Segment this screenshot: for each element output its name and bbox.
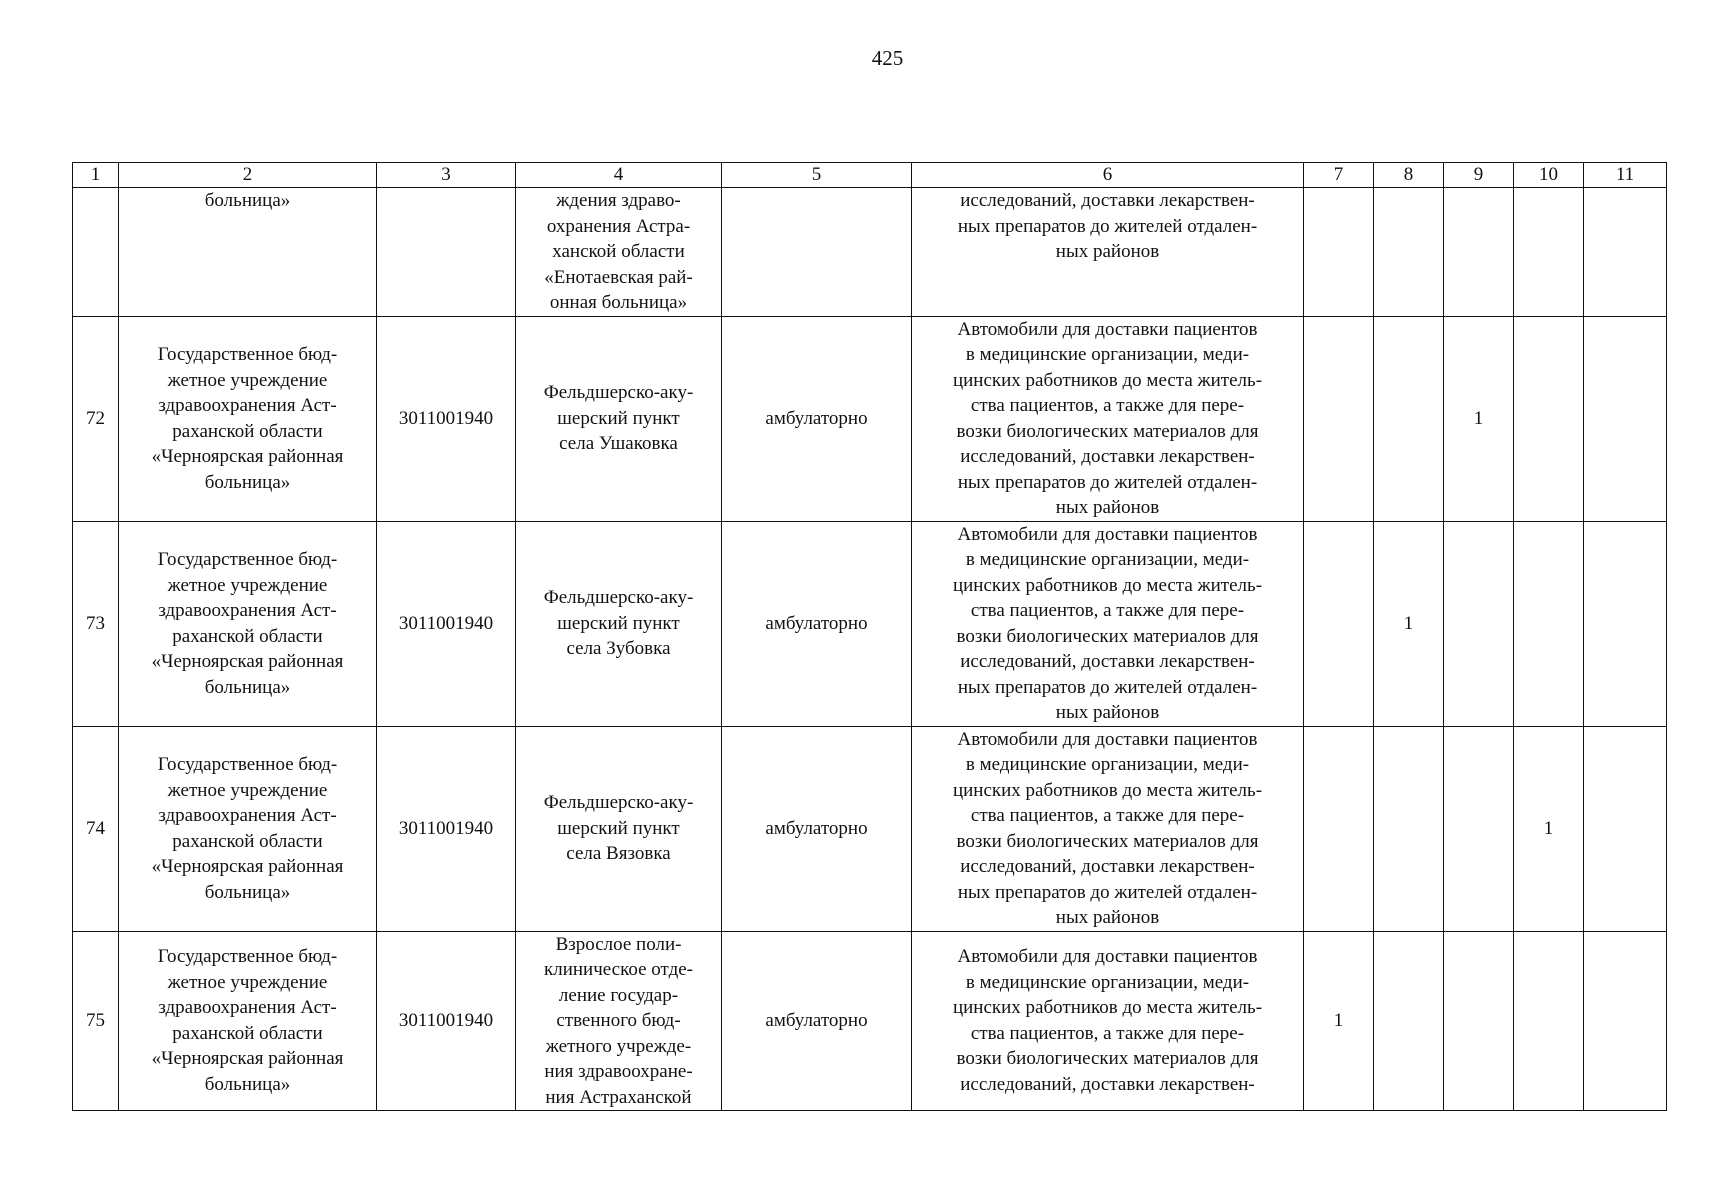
cell-col8 — [1374, 188, 1444, 317]
cell-c9 — [1444, 521, 1514, 726]
cell-c8 — [1374, 316, 1444, 521]
cell-c11 — [1584, 521, 1667, 726]
cell-inn: 3011001940 — [377, 726, 516, 931]
cell-c11 — [1584, 931, 1667, 1111]
cell-c8 — [1374, 726, 1444, 931]
cell-c8: 1 — [1374, 521, 1444, 726]
cell-mode: амбулаторно — [722, 316, 912, 521]
header-col-5: 5 — [722, 163, 912, 188]
cell-num: 74 — [73, 726, 119, 931]
header-col-3: 3 — [377, 163, 516, 188]
cell-purpose: исследований, доставки лекарствен- ных препаратов до жителей отдален- ных районов — [912, 188, 1304, 317]
cell-inn: 3011001940 — [377, 316, 516, 521]
cell-c8 — [1374, 931, 1444, 1111]
cell-num: 72 — [73, 316, 119, 521]
header-col-8: 8 — [1374, 163, 1444, 188]
header-row — [73, 163, 1667, 188]
header-col-9: 9 — [1444, 163, 1514, 188]
header-col-2: 2 — [119, 163, 377, 188]
cell-col11 — [1584, 188, 1667, 317]
cell-subdivision: Фельдшерско-аку- шерский пункт села Ушаковка — [516, 316, 722, 521]
cell-subdivision: ждения здраво- охранения Астра- ханской области «Енотаевская рай- онная больница» — [516, 188, 722, 317]
cell-c11 — [1584, 316, 1667, 521]
cell-inn — [377, 188, 516, 317]
cell-subdivision: Фельдшерско-аку- шерский пункт села Вязовка — [516, 726, 722, 931]
page-number: 425 — [871, 46, 904, 70]
cell-inn: 3011001940 — [377, 521, 516, 726]
header-col-11: 11 — [1584, 163, 1667, 188]
table-row — [73, 316, 1667, 521]
table-body — [73, 163, 1667, 1111]
table-row — [73, 726, 1667, 931]
cell-num — [73, 188, 119, 317]
cell-mode: амбулаторно — [722, 521, 912, 726]
cell-c7 — [1304, 726, 1374, 931]
vehicles-table — [72, 162, 1667, 1111]
cell-c10: 1 — [1514, 726, 1584, 931]
cell-num: 73 — [73, 521, 119, 726]
cell-c10 — [1514, 521, 1584, 726]
header-col-7: 7 — [1304, 163, 1374, 188]
cell-c9 — [1444, 726, 1514, 931]
cell-purpose: Автомобили для доставки пациентов в медицинские организации, меди- цинских работников до места житель- ства пациентов, а также для пере- возки биологических материалов для исследований, доставки лекарствен- ных препаратов до жителей отдален- ных районов — [912, 726, 1304, 931]
cell-num: 75 — [73, 931, 119, 1111]
cell-org: Государственное бюд- жетное учреждение здравоохранения Аст- раханской области «Черноярская районная больница» — [119, 316, 377, 521]
cell-subdivision: Взрослое поли- клиническое отде- ление государ- ственного бюд- жетного учрежде- ния здравоохране- ния Астраханской — [516, 931, 722, 1111]
cell-c10 — [1514, 931, 1584, 1111]
cell-org: больница» — [119, 188, 377, 317]
cell-col10 — [1514, 188, 1584, 317]
cell-c10 — [1514, 316, 1584, 521]
header-col-1: 1 — [73, 163, 119, 188]
cell-c7 — [1304, 316, 1374, 521]
header-col-10: 10 — [1514, 163, 1584, 188]
cell-col9 — [1444, 188, 1514, 317]
cell-col7 — [1304, 188, 1374, 317]
cell-mode: амбулаторно — [722, 726, 912, 931]
cell-c9: 1 — [1444, 316, 1514, 521]
header-col-4: 4 — [516, 163, 722, 188]
cell-purpose: Автомобили для доставки пациентов в медицинские организации, меди- цинских работников до места житель- ства пациентов, а также для пере- возки биологических материалов для исследований, доставки лекарствен- — [912, 931, 1304, 1111]
cell-purpose: Автомобили для доставки пациентов в медицинские организации, меди- цинских работников до места житель- ства пациентов, а также для пере- возки биологических материалов для исследований, доставки лекарствен- ных препаратов до жителей отдален- ных районов — [912, 316, 1304, 521]
cell-c9 — [1444, 931, 1514, 1111]
cell-org: Государственное бюд- жетное учреждение здравоохранения Аст- раханской области «Черноярская районная больница» — [119, 521, 377, 726]
cell-org: Государственное бюд- жетное учреждение здравоохранения Аст- раханской области «Черноярская районная больница» — [119, 726, 377, 931]
cell-purpose: Автомобили для доставки пациентов в медицинские организации, меди- цинских работников до места житель- ства пациентов, а также для пере- возки биологических материалов для исследований, доставки лекарствен- ных препаратов до жителей отдален- ных районов — [912, 521, 1304, 726]
cell-org: Государственное бюд- жетное учреждение здравоохранения Аст- раханской области «Черноярская районная больница» — [119, 931, 377, 1111]
cell-subdivision: Фельдшерско-аку- шерский пункт села Зубовка — [516, 521, 722, 726]
cell-c7: 1 — [1304, 931, 1374, 1111]
table-row — [73, 521, 1667, 726]
cell-inn: 3011001940 — [377, 931, 516, 1111]
continuation-row — [73, 188, 1667, 317]
cell-c11 — [1584, 726, 1667, 931]
table-row — [73, 931, 1667, 1111]
cell-c7 — [1304, 521, 1374, 726]
cell-mode — [722, 188, 912, 317]
header-col-6: 6 — [912, 163, 1304, 188]
cell-mode: амбулаторно — [722, 931, 912, 1111]
